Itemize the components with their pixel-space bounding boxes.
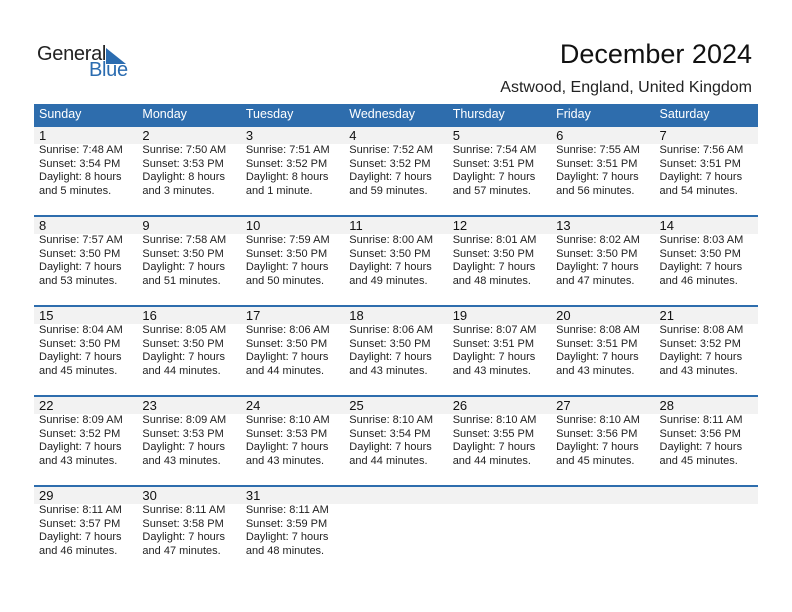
daylight2-text: and 48 minutes. [245, 544, 325, 557]
day-number: 5 [452, 128, 460, 143]
day-number: 1 [39, 128, 47, 143]
date-strip [34, 217, 758, 234]
daylight1-text: Daylight: 7 hours [142, 261, 225, 274]
sunset-text: Sunset: 3:55 PM [452, 427, 535, 440]
daylight1-text: Daylight: 7 hours [142, 441, 225, 454]
sunrise-text: Sunrise: 7:51 AM [245, 144, 330, 156]
day-cell [655, 234, 758, 288]
day-cells [34, 504, 758, 558]
sunset-text: Sunset: 3:52 PM [39, 427, 121, 440]
day-number [448, 487, 551, 504]
daylight1-text: Daylight: 7 hours [659, 261, 743, 274]
sunrise-text: Sunrise: 7:48 AM [39, 144, 123, 156]
daylight2-text: and 49 minutes. [349, 274, 428, 287]
sunrise-text: Sunrise: 8:08 AM [659, 324, 744, 336]
day-number [551, 487, 654, 504]
week-row [34, 485, 758, 575]
day-number: 4 [349, 128, 357, 143]
day-cell [137, 324, 240, 378]
page-title: December 2024 [559, 39, 752, 69]
daylight2-text: and 46 minutes. [659, 274, 738, 287]
sunset-text: Sunset: 3:52 PM [349, 157, 431, 170]
daylight1-text: Daylight: 7 hours [659, 351, 743, 364]
daylight2-text: and 43 minutes. [659, 364, 738, 377]
daylight1-text: Daylight: 7 hours [349, 171, 432, 184]
daylight2-text: and 59 minutes. [349, 184, 428, 197]
date-strip [34, 307, 758, 324]
daylight2-text: and 54 minutes. [659, 184, 738, 197]
week-row [34, 305, 758, 395]
sunrise-text: Sunrise: 8:09 AM [39, 414, 123, 426]
date-strip [34, 397, 758, 414]
daylight1-text: Daylight: 7 hours [39, 441, 122, 454]
sunrise-text: Sunrise: 8:03 AM [659, 234, 744, 246]
sunset-text: Sunset: 3:51 PM [452, 157, 535, 170]
day-number: 24 [245, 398, 261, 413]
week-row [34, 125, 758, 215]
daylight1-text: Daylight: 7 hours [556, 261, 639, 274]
sunrise-text: Sunrise: 8:04 AM [39, 324, 123, 336]
sunset-text: Sunset: 3:54 PM [39, 157, 121, 170]
logo-blue-text: Blue [89, 59, 128, 81]
day-cell [655, 324, 758, 378]
day-number: 11 [349, 218, 363, 233]
daylight1-text: Daylight: 7 hours [245, 531, 329, 544]
daylight1-text: Daylight: 7 hours [659, 441, 743, 454]
daylight2-text: and 44 minutes. [349, 454, 428, 467]
sunrise-text: Sunrise: 8:10 AM [245, 414, 330, 426]
sunrise-text: Sunrise: 8:08 AM [556, 324, 640, 336]
daylight2-text: and 3 minutes. [142, 184, 215, 197]
daylight2-text: and 46 minutes. [39, 544, 118, 557]
weekday-monday: Monday [142, 107, 187, 121]
day-number: 23 [142, 398, 157, 413]
day-cell [551, 234, 654, 288]
daylight1-text: Daylight: 8 hours [39, 171, 122, 184]
day-number: 10 [245, 218, 261, 233]
day-number: 14 [659, 218, 674, 233]
day-cell [551, 414, 654, 468]
sunrise-text: Sunrise: 7:58 AM [142, 234, 227, 246]
day-number: 19 [452, 308, 468, 323]
day-number: 18 [349, 308, 364, 323]
sunrise-text: Sunrise: 7:59 AM [245, 234, 330, 246]
sunrise-text: Sunrise: 7:57 AM [39, 234, 123, 246]
day-number: 13 [556, 218, 571, 233]
day-cell [551, 504, 654, 558]
sunrise-text: Sunrise: 8:01 AM [452, 234, 537, 246]
day-cell [241, 234, 344, 288]
day-cell [655, 414, 758, 468]
day-number: 31 [245, 488, 261, 503]
day-number: 9 [142, 218, 150, 233]
sunrise-text: Sunrise: 8:11 AM [39, 504, 122, 516]
daylight1-text: Daylight: 7 hours [349, 261, 432, 274]
day-number: 2 [142, 128, 150, 143]
weekday-wednesday: Wednesday [349, 107, 416, 121]
daylight2-text: and 44 minutes. [245, 364, 325, 377]
day-cell [241, 324, 344, 378]
sunrise-text: Sunrise: 7:56 AM [659, 144, 744, 156]
daylight2-text: and 43 minutes. [245, 454, 325, 467]
daylight1-text: Daylight: 8 hours [245, 171, 329, 184]
daylight1-text: Daylight: 7 hours [245, 351, 329, 364]
day-number: 12 [452, 218, 468, 233]
daylight2-text: and 43 minutes. [142, 454, 221, 467]
day-cell [137, 504, 240, 558]
day-cell [655, 504, 758, 558]
daylight2-text: and 47 minutes. [556, 274, 635, 287]
logo-general-text: General [37, 43, 107, 65]
sunset-text: Sunset: 3:50 PM [39, 337, 121, 350]
daylight1-text: Daylight: 7 hours [245, 441, 329, 454]
sunset-text: Sunset: 3:50 PM [245, 337, 328, 350]
day-cell [551, 144, 654, 198]
day-cell [137, 414, 240, 468]
daylight1-text: Daylight: 7 hours [556, 441, 639, 454]
daylight2-text: and 43 minutes. [452, 364, 531, 377]
day-cell [448, 234, 551, 288]
sunrise-text: Sunrise: 7:55 AM [556, 144, 640, 156]
sunset-text: Sunset: 3:53 PM [142, 157, 224, 170]
day-number: 15 [39, 308, 54, 323]
day-number: 8 [39, 218, 47, 233]
week-row [34, 215, 758, 305]
sunrise-text: Sunrise: 8:02 AM [556, 234, 640, 246]
sunset-text: Sunset: 3:50 PM [39, 247, 121, 260]
day-number: 21 [659, 308, 674, 323]
day-cell [34, 324, 137, 378]
day-cell [448, 414, 551, 468]
sunrise-text: Sunrise: 8:05 AM [142, 324, 227, 336]
day-cells [34, 234, 758, 288]
day-number: 25 [349, 398, 364, 413]
weekday-sunday: Sunday [39, 107, 82, 121]
sunset-text: Sunset: 3:51 PM [556, 157, 638, 170]
daylight2-text: and 50 minutes. [245, 274, 325, 287]
day-cell [241, 504, 344, 558]
daylight2-text: and 44 minutes. [452, 454, 531, 467]
day-cells [34, 144, 758, 198]
day-cells [34, 414, 758, 468]
day-number: 26 [452, 398, 468, 413]
daylight1-text: Daylight: 7 hours [659, 171, 743, 184]
sunset-text: Sunset: 3:53 PM [245, 427, 328, 440]
sunset-text: Sunset: 3:51 PM [659, 157, 741, 170]
day-cell [34, 234, 137, 288]
daylight2-text: and 47 minutes. [142, 544, 221, 557]
weekday-saturday: Saturday [659, 107, 710, 121]
sunset-text: Sunset: 3:58 PM [142, 517, 224, 530]
daylight1-text: Daylight: 8 hours [142, 171, 225, 184]
daylight1-text: Daylight: 7 hours [349, 441, 432, 454]
sunrise-text: Sunrise: 8:10 AM [556, 414, 640, 426]
sunrise-text: Sunrise: 7:54 AM [452, 144, 537, 156]
sunrise-text: Sunrise: 8:06 AM [245, 324, 330, 336]
sunset-text: Sunset: 3:52 PM [245, 157, 328, 170]
sunset-text: Sunset: 3:51 PM [556, 337, 638, 350]
sunset-text: Sunset: 3:56 PM [659, 427, 741, 440]
sunrise-text: Sunrise: 8:11 AM [659, 414, 743, 426]
day-number: 7 [659, 128, 667, 143]
day-cell [344, 414, 447, 468]
day-cell [551, 324, 654, 378]
day-number: 28 [659, 398, 674, 413]
daylight2-text: and 43 minutes. [349, 364, 428, 377]
day-cell [34, 414, 137, 468]
sunrise-text: Sunrise: 8:11 AM [142, 504, 226, 516]
daylight1-text: Daylight: 7 hours [556, 171, 639, 184]
daylight1-text: Daylight: 7 hours [39, 261, 122, 274]
day-cell [241, 414, 344, 468]
logo [37, 43, 137, 83]
sunrise-text: Sunrise: 8:07 AM [452, 324, 537, 336]
sunset-text: Sunset: 3:50 PM [349, 337, 431, 350]
day-cells [34, 324, 758, 378]
sunrise-text: Sunrise: 8:11 AM [245, 504, 329, 516]
day-number: 29 [39, 488, 54, 503]
day-cell [241, 144, 344, 198]
day-number: 22 [39, 398, 54, 413]
sunrise-text: Sunrise: 7:50 AM [142, 144, 227, 156]
sunset-text: Sunset: 3:56 PM [556, 427, 638, 440]
daylight1-text: Daylight: 7 hours [452, 351, 536, 364]
daylight2-text: and 43 minutes. [39, 454, 118, 467]
sunrise-text: Sunrise: 8:06 AM [349, 324, 434, 336]
date-strip [34, 487, 758, 504]
sunset-text: Sunset: 3:52 PM [659, 337, 741, 350]
day-cell [448, 504, 551, 558]
daylight1-text: Daylight: 7 hours [245, 261, 329, 274]
day-number: 30 [142, 488, 157, 503]
day-number: 16 [142, 308, 157, 323]
weekday-thursday: Thursday [452, 107, 505, 121]
day-cell [344, 324, 447, 378]
day-cell [448, 324, 551, 378]
daylight1-text: Daylight: 7 hours [349, 351, 432, 364]
daylight2-text: and 48 minutes. [452, 274, 531, 287]
daylight2-text: and 44 minutes. [142, 364, 221, 377]
daylight2-text: and 1 minute. [245, 184, 313, 197]
day-cell [137, 234, 240, 288]
day-cell [34, 144, 137, 198]
sunset-text: Sunset: 3:50 PM [142, 337, 224, 350]
daylight1-text: Daylight: 7 hours [142, 351, 225, 364]
daylight2-text: and 45 minutes. [556, 454, 635, 467]
daylight2-text: and 51 minutes. [142, 274, 221, 287]
sunrise-text: Sunrise: 7:52 AM [349, 144, 434, 156]
day-number [344, 487, 447, 504]
sunset-text: Sunset: 3:53 PM [142, 427, 224, 440]
calendar-weeks [34, 125, 758, 575]
weekday-friday: Friday [556, 107, 591, 121]
day-number: 3 [245, 128, 254, 143]
sunset-text: Sunset: 3:57 PM [39, 517, 121, 530]
day-cell [344, 504, 447, 558]
sunrise-text: Sunrise: 8:09 AM [142, 414, 227, 426]
daylight1-text: Daylight: 7 hours [556, 351, 639, 364]
day-cell [344, 234, 447, 288]
day-cell [34, 504, 137, 558]
day-number: 17 [245, 308, 261, 323]
daylight1-text: Daylight: 7 hours [452, 441, 536, 454]
weekday-tuesday: Tuesday [245, 107, 294, 121]
calendar-grid [34, 104, 758, 575]
weekday-header [34, 104, 758, 125]
daylight1-text: Daylight: 7 hours [452, 261, 536, 274]
location-subtitle: Astwood, England, United Kingdom [500, 79, 752, 96]
sunset-text: Sunset: 3:50 PM [452, 247, 535, 260]
week-row [34, 395, 758, 485]
day-number: 6 [556, 128, 564, 143]
sunset-text: Sunset: 3:50 PM [556, 247, 638, 260]
sunset-text: Sunset: 3:50 PM [245, 247, 328, 260]
sunset-text: Sunset: 3:59 PM [245, 517, 328, 530]
daylight2-text: and 56 minutes. [556, 184, 635, 197]
day-number [655, 487, 758, 504]
daylight1-text: Daylight: 7 hours [39, 531, 122, 544]
sunset-text: Sunset: 3:50 PM [142, 247, 224, 260]
daylight1-text: Daylight: 7 hours [39, 351, 122, 364]
day-number: 27 [556, 398, 571, 413]
day-cell [655, 144, 758, 198]
daylight2-text: and 57 minutes. [452, 184, 531, 197]
daylight2-text: and 5 minutes. [39, 184, 112, 197]
day-cell [344, 144, 447, 198]
daylight2-text: and 45 minutes. [659, 454, 738, 467]
daylight2-text: and 45 minutes. [39, 364, 118, 377]
sunset-text: Sunset: 3:50 PM [349, 247, 431, 260]
day-cell [448, 144, 551, 198]
daylight2-text: and 53 minutes. [39, 274, 118, 287]
sunrise-text: Sunrise: 8:10 AM [349, 414, 434, 426]
sunrise-text: Sunrise: 8:10 AM [452, 414, 537, 426]
daylight2-text: and 43 minutes. [556, 364, 635, 377]
day-number: 20 [556, 308, 571, 323]
sunrise-text: Sunrise: 8:00 AM [349, 234, 434, 246]
sunset-text: Sunset: 3:51 PM [452, 337, 535, 350]
daylight1-text: Daylight: 7 hours [142, 531, 225, 544]
sunset-text: Sunset: 3:50 PM [659, 247, 741, 260]
sunset-text: Sunset: 3:54 PM [349, 427, 431, 440]
day-cell [137, 144, 240, 198]
date-strip [34, 127, 758, 144]
daylight1-text: Daylight: 7 hours [452, 171, 536, 184]
